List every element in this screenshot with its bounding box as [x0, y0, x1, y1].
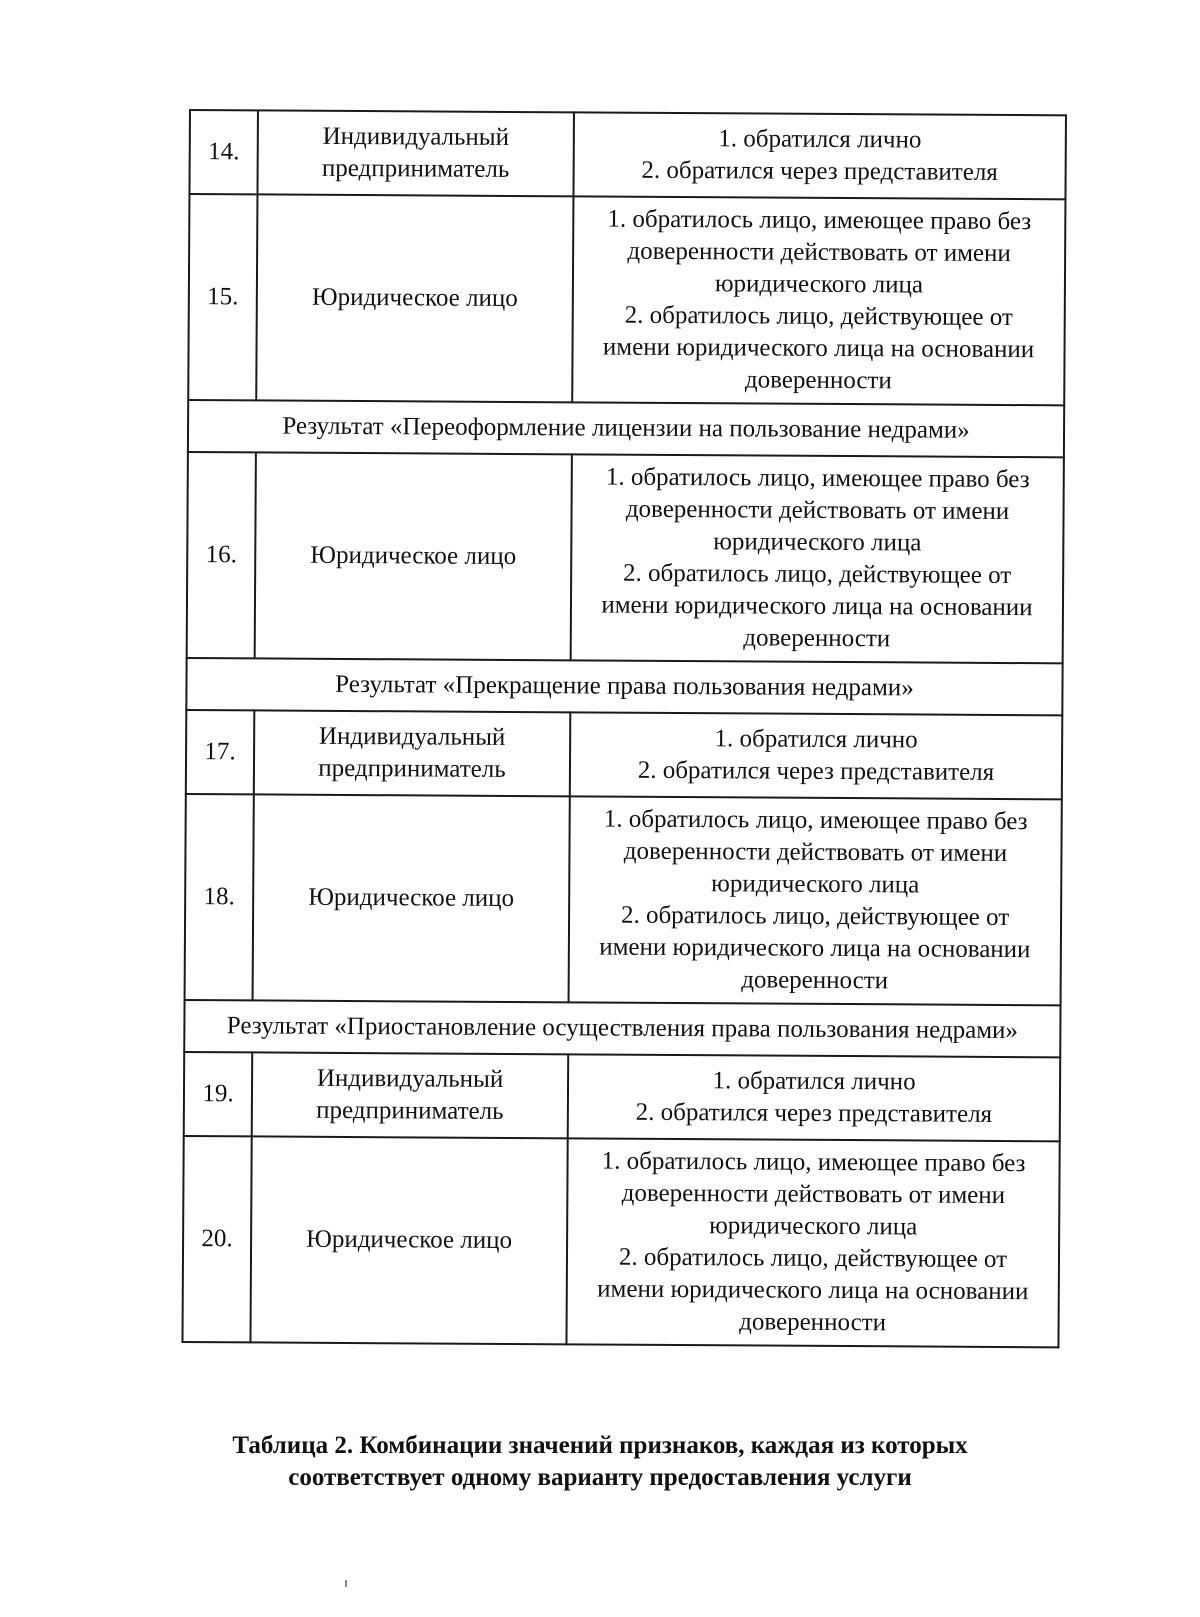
applicant-type-line: предприниматель — [316, 1096, 504, 1125]
row-number: 14. — [189, 110, 258, 194]
row-number: 19. — [184, 1052, 253, 1136]
table-row — [185, 794, 1062, 1005]
option-line: 1. обратилось лицо, имеющее право без — [605, 463, 1030, 494]
result-header: Результат «Переоформление лицензии на пользование недрами» — [188, 400, 1064, 457]
application-options — [566, 1138, 1059, 1347]
application-options — [570, 712, 1063, 799]
caption-line-2: соответствует одному варианту предоставления услуги — [288, 1464, 912, 1491]
option-line: имени юридического лица на основании — [597, 1275, 1029, 1306]
result-header-row — [184, 1000, 1060, 1057]
option-line: 1. обратился лично — [712, 1067, 916, 1096]
variants-table — [181, 109, 1067, 1348]
applicant-type-line: Индивидуальный — [318, 722, 506, 751]
option-line: 1. обратился лично — [714, 725, 918, 754]
option-line: доверенности действовать от имени — [625, 495, 1010, 526]
table-row — [189, 110, 1065, 199]
option-line: юридического лица — [709, 1212, 918, 1241]
option-line: 2. обратилось лицо, действующее от — [624, 301, 1013, 332]
row-number: 17. — [186, 710, 255, 794]
applicant-type — [250, 1136, 567, 1344]
option-line: доверенности действовать от имени — [627, 237, 1011, 268]
applicant-type-line: Индивидуальный — [316, 1064, 504, 1093]
option-line: 2. обратился через представителя — [637, 756, 995, 786]
row-number: 16. — [187, 452, 256, 658]
application-options — [569, 796, 1062, 1005]
option-line: имени юридического лица на основании — [601, 591, 1033, 622]
option-line: 1. обратилось лицо, имеющее право без — [607, 205, 1032, 236]
option-line: юридического лица — [711, 870, 920, 899]
scan-speck — [345, 1580, 347, 1587]
applicant-type — [255, 452, 572, 660]
applicant-type-line: предприниматель — [318, 754, 506, 783]
result-header-row — [186, 658, 1062, 715]
option-line: имени юридического лица на основании — [599, 933, 1031, 964]
application-options — [572, 196, 1065, 405]
option-line: доверенности — [743, 624, 891, 653]
option-line: 2. обратился через представителя — [635, 1098, 993, 1128]
table-row — [187, 452, 1064, 663]
applicant-type — [252, 1052, 569, 1138]
applicant-type — [254, 710, 571, 796]
row-number: 15. — [188, 194, 257, 400]
option-line: 2. обратилось лицо, действующее от — [618, 1243, 1008, 1274]
option-line: доверенности действовать от имени — [623, 837, 1008, 868]
option-line: 2. обратился через представителя — [641, 156, 998, 186]
result-header: Результат «Приостановление осуществления права пользования недрами» — [184, 1000, 1060, 1057]
row-number: 20. — [182, 1136, 251, 1342]
option-line: 1. обратилось лицо, имеющее право без — [601, 1147, 1026, 1178]
variants-table-body — [182, 110, 1066, 1347]
result-header-row — [188, 400, 1064, 457]
option-line: доверенности действовать от имени — [621, 1179, 1006, 1210]
applicant-type-line: Юридическое лицо — [310, 541, 517, 571]
application-options — [568, 1054, 1061, 1141]
applicant-type — [257, 110, 574, 196]
applicant-type-line: Юридическое лицо — [308, 883, 515, 913]
table-caption — [200, 1430, 1000, 1494]
applicant-type-line: предприниматель — [321, 154, 510, 183]
application-options — [571, 454, 1064, 663]
row-number: 18. — [185, 794, 254, 1000]
applicant-type-line: Юридическое лицо — [306, 1225, 513, 1254]
option-line: 2. обратилось лицо, действующее от — [620, 901, 1010, 932]
option-line: юридического лица — [713, 528, 922, 557]
table-row — [186, 710, 1062, 799]
applicant-type — [253, 794, 570, 1002]
table-row — [188, 194, 1065, 405]
option-line: 1. обратился лично — [718, 125, 922, 154]
caption-line-1: Таблица 2. Комбинации значений признаков, каждая из которых — [232, 1432, 968, 1459]
option-line: имени юридического лица на основании — [602, 333, 1035, 364]
application-options — [573, 112, 1066, 199]
applicant-type — [256, 194, 573, 402]
applicant-type-line: Юридическое лицо — [311, 283, 518, 313]
result-header: Результат «Прекращение права пользования недрами» — [186, 658, 1062, 715]
table-row — [184, 1052, 1060, 1141]
option-line: доверенности — [744, 366, 892, 395]
option-line: юридического лица — [714, 270, 924, 299]
option-line: доверенности — [739, 1308, 887, 1337]
applicant-type-line: Индивидуальный — [322, 122, 510, 151]
option-line: 1. обратилось лицо, имеющее право без — [603, 805, 1028, 836]
option-line: 2. обратилось лицо, действующее от — [622, 559, 1012, 590]
option-line: доверенности — [741, 966, 889, 995]
table-row — [182, 1136, 1059, 1347]
